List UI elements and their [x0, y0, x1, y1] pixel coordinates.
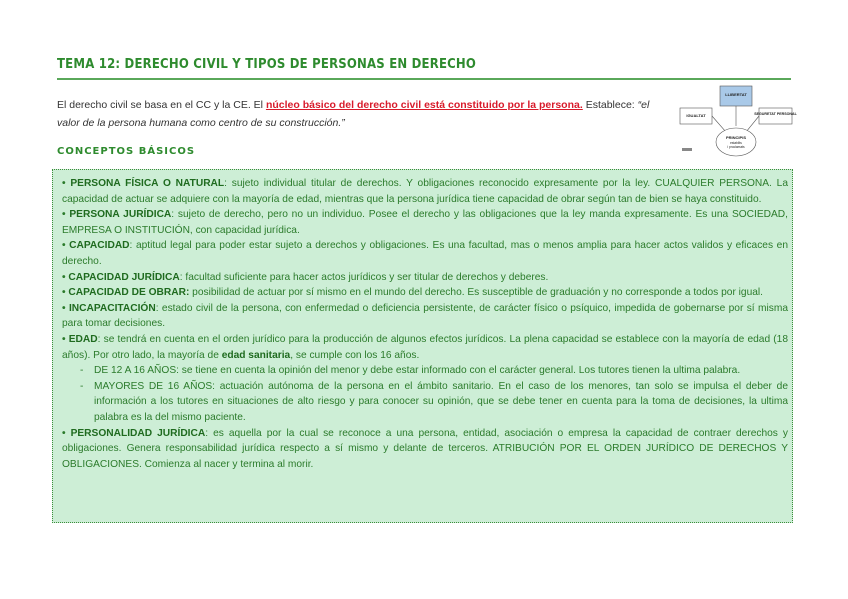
bullet-icon: • [62, 240, 70, 252]
section-title: CONCEPTOS BÁSICOS [57, 146, 196, 157]
diagram-label-left: IGUALTAT [686, 113, 706, 118]
diagram-circle-sub2: i proclamats [727, 145, 745, 149]
list-item [62, 176, 788, 207]
sub-item-text: MAYORES DE 16 AÑOS: actuación autónoma de la persona en el ámbito sanitario. En el caso de los menores, tan solo se impulsa el deber de información a los tutores en situaciones de alto riesgo y para conocer su opinión, que se debe tener en cuenta para la toma de decisiones, la ultima palabra es la del mismo paciente. [94, 380, 788, 423]
dash-icon: - [80, 365, 84, 377]
diagram-label-right: SEGURETAT PERSONAL [754, 112, 797, 116]
principles-diagram [680, 86, 797, 158]
sub-item [76, 379, 788, 426]
list-item-edad [62, 332, 788, 363]
list-item [62, 207, 788, 238]
item-term: CAPACIDAD [69, 240, 130, 252]
diagram-marker [682, 148, 692, 151]
item-text: : es aquella por la cual se reconoce a una persona, entidad, asociación o empresa la capacidad de contraer derechos y obligaciones. Genera responsabilidad jurídica respecto a sí mismo y delante de terceros. ATRIBUCIÓN POR EL ORDEN JURÍDICO DE DERECHOS Y OBLIGACIONES. Comienza al nacer y termina al morir. [62, 427, 789, 470]
item-term: EDAD [68, 333, 98, 345]
bullet-icon: • [62, 427, 71, 439]
list-item [62, 238, 788, 269]
item-text: : sujeto individual titular de derechos. Y obligaciones reconocido expresamente por la ley. CUALQUIER PERSONA. La capacidad de actuar se adquiere con la mayoría de edad, mientras que la persona jurídica tiene capacidad de obrar según tan de bien se haya constituido. [62, 178, 789, 205]
diagram-connector [746, 116, 759, 132]
intro-text: El derecho civil se basa en el CC y la CE. El [57, 99, 266, 111]
bullet-icon: • [62, 302, 69, 314]
page-title: TEMA 12: DERECHO CIVIL Y TIPOS DE PERSONAS EN DERECHO [57, 57, 477, 72]
item-text: posibilidad de actuar por sí mismo en el mundo del derecho. Es susceptible de graduación y no corresponde a todos por igual. [189, 287, 764, 299]
diagram-connector [712, 116, 726, 132]
intro-highlight: núcleo básico del derecho civil está constituido por la persona. [265, 99, 583, 111]
list-item [62, 285, 788, 301]
list-item [62, 270, 788, 286]
diagram-label-top: LLIBERTAT [725, 92, 747, 97]
item-term: CAPACIDAD DE OBRAR: [68, 287, 190, 299]
diagram-box-right [759, 108, 792, 124]
intro-quote: “el valor de la persona humana como centro de su construcción.” [57, 99, 650, 129]
diagram-circle-title: PRINCIPIS [725, 135, 747, 140]
intro-paragraph [57, 96, 667, 132]
item-bold: edad sanitaria [221, 349, 291, 361]
concepts-list [62, 176, 788, 472]
item-text: : aptitud legal para poder estar sujeto a derechos y obligaciones. Es una facultad, mas o menos amplia para hacer actos validos y eficaces en derecho. [62, 240, 788, 267]
bullet-icon: • [62, 333, 69, 345]
item-text: : estado civil de la persona, con enfermedad o deficiencia persistente, de carácter físico o psíquico, impedida de gobernarse por sí misma para tomar decisiones. [62, 302, 788, 330]
item-term: PERSONA FÍSICA O NATURAL [70, 178, 225, 189]
item-text: : se tendrá en cuenta en el orden jurídico para la producción de algunos efectos jurídicos. La plena capacidad se establece con la mayoría de edad (18 años). Por otro lado, la mayoría de [62, 333, 788, 361]
bullet-icon: • [62, 209, 70, 221]
list-item-personalidad [62, 426, 788, 473]
item-term: PERSONALIDAD JURÍDICA [70, 427, 206, 439]
diagram-circle-sub1: establits [730, 141, 742, 145]
item-term: INCAPACITACIÓN [68, 302, 156, 314]
item-text: : sujeto de derecho, pero no un individuo. Posee el derecho y las obligaciones que la ley manda expresamente. Es una SOCIEDAD, EMPRESA O INSTITUCIÓN, con capacidad jurídica. [62, 209, 788, 236]
intro-text-2: Establece: [582, 99, 638, 111]
bullet-icon: • [62, 178, 71, 189]
title-divider [57, 78, 791, 80]
item-term: CAPACIDAD JURÍDICA [68, 271, 180, 283]
sub-item-text: DE 12 A 16 AÑOS: se tiene en cuenta la opinión del menor y debe estar informado con el carácter general. Los tutores tienen la ultima palabra. [94, 365, 741, 377]
dash-icon: - [80, 380, 84, 392]
item-term: PERSONA JURÍDICA [69, 209, 172, 221]
item-text: : facultad suficiente para hacer actos jurídicos y ser titular de derechos y deberes. [179, 271, 549, 283]
sub-item [76, 363, 788, 379]
bullet-icon: • [62, 271, 69, 283]
bullet-icon: • [62, 287, 69, 299]
item-text-2: , se cumple con los 16 años. [290, 349, 420, 361]
list-item [62, 301, 788, 332]
